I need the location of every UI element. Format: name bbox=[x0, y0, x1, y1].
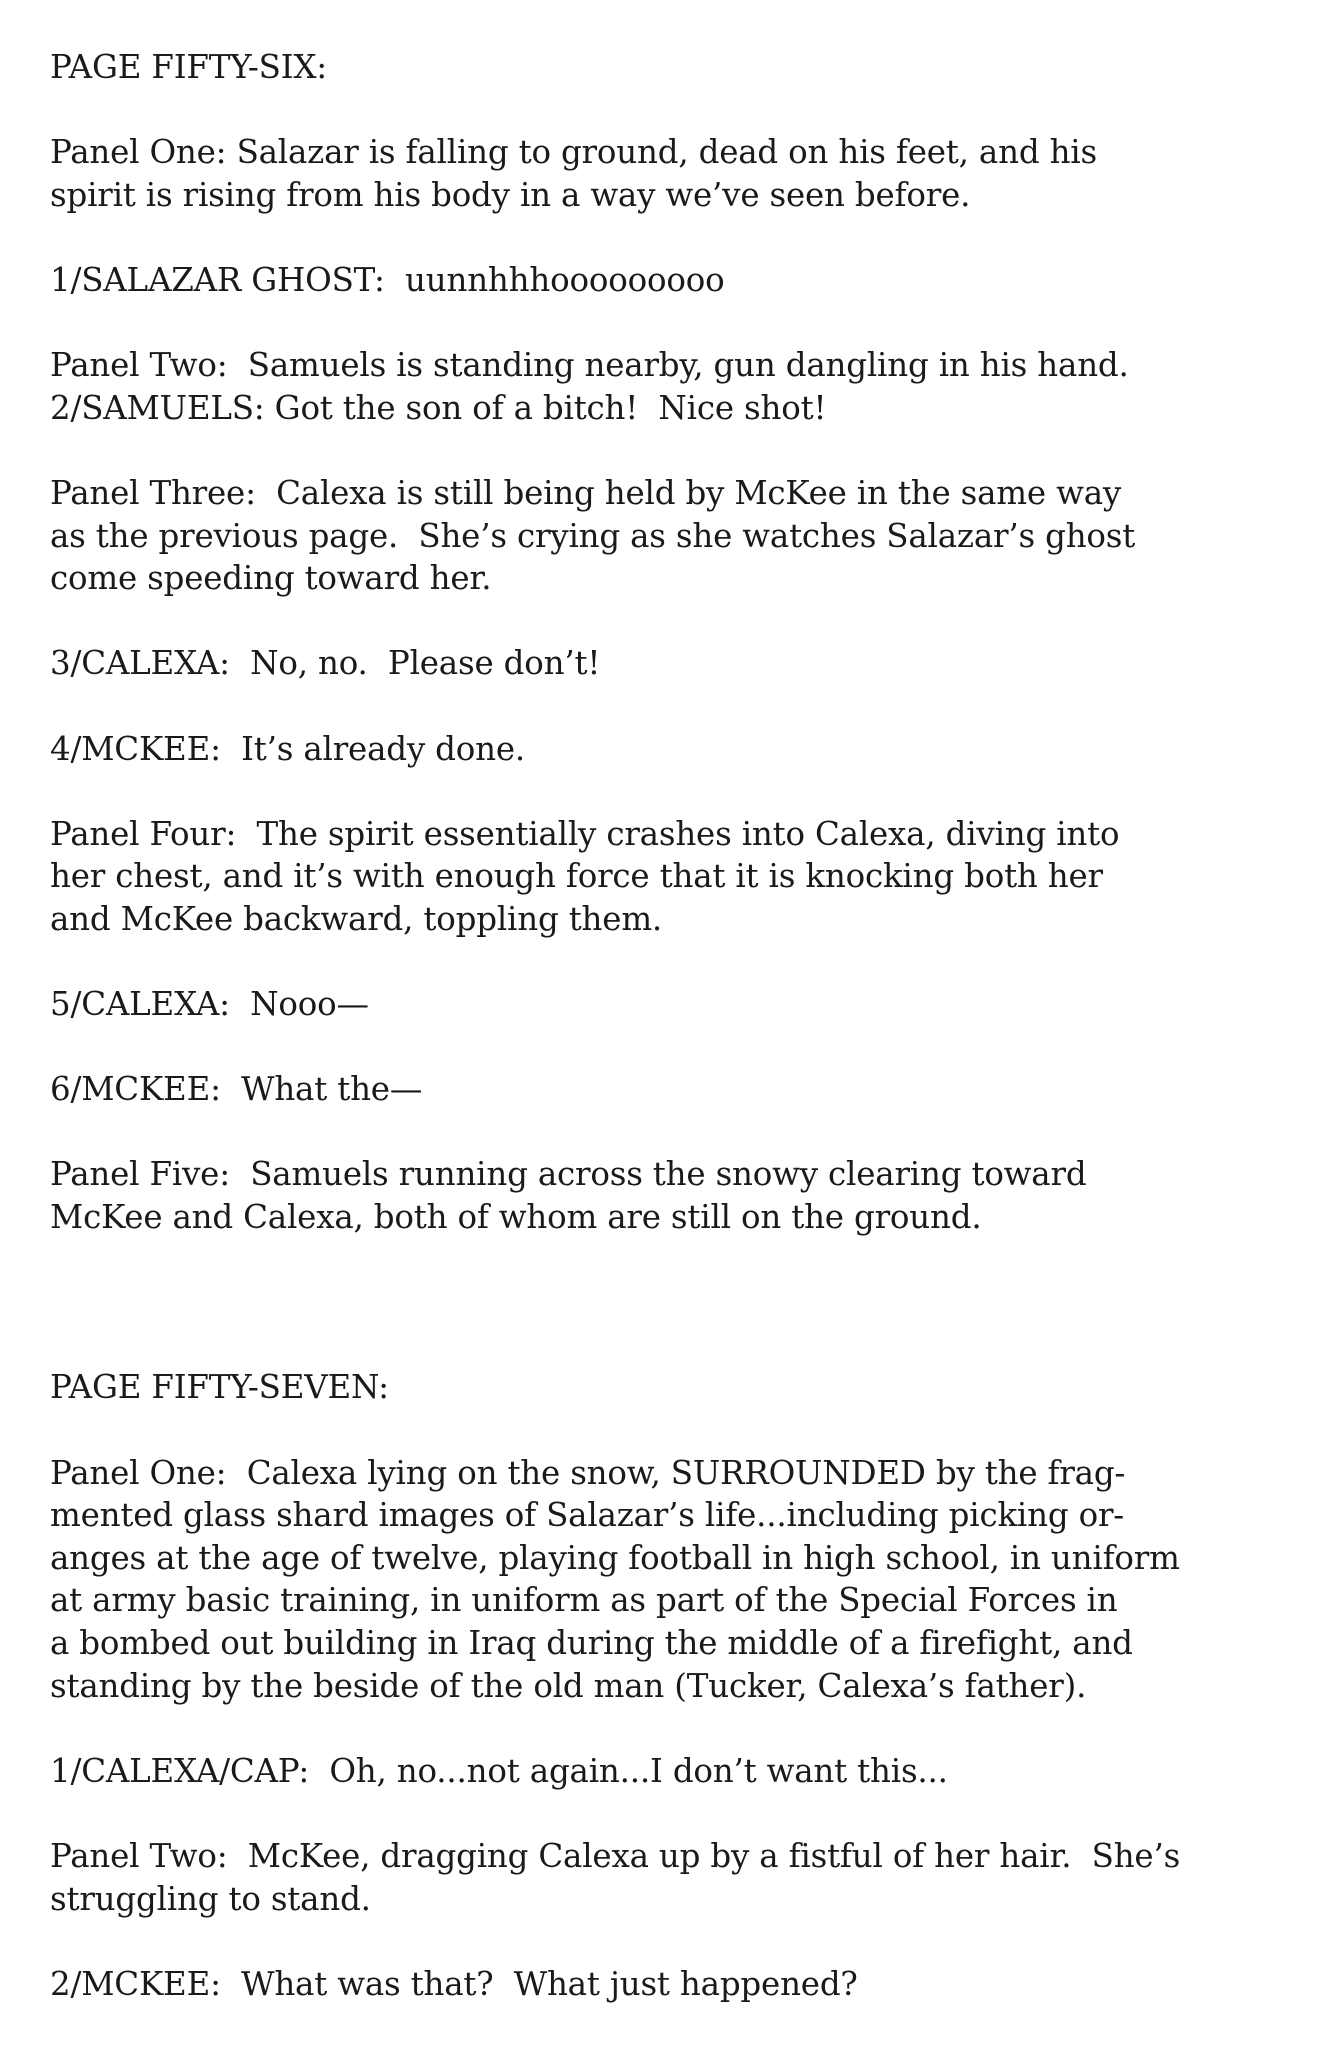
dialogue-mckee-2: 2/MCKEE: What was that? What just happened? bbox=[50, 1964, 858, 2003]
description-line: mented glass shard images of Salazar’s life...including picking or- bbox=[50, 1496, 1125, 1535]
description-line: Panel One: Calexa lying on the snow, SURROUNDED by the frag- bbox=[50, 1453, 1126, 1492]
description-line: and McKee backward, toppling them. bbox=[50, 899, 663, 938]
page-56-panel-5-description bbox=[50, 1153, 1290, 1238]
page-56-panel-2-description: Panel Two: Samuels is standing nearby, gun dangling in his hand. bbox=[50, 346, 1129, 385]
description-line: at army basic training, in uniform as part of the Special Forces in bbox=[50, 1581, 1118, 1620]
page-57-panel-2-description bbox=[50, 1835, 1290, 1920]
description-line: come speeding toward her. bbox=[50, 559, 492, 598]
dialogue-salazar-ghost: 1/SALAZAR GHOST: uunnhhhooooooooo bbox=[50, 260, 725, 299]
caption-calexa-1: 1/CALEXA/CAP: Oh, no...not again...I don’t want this... bbox=[50, 1751, 948, 1790]
dialogue-calexa-5: 5/CALEXA: Nooo— bbox=[50, 985, 369, 1024]
description-line: as the previous page. She’s crying as she watches Salazar’s ghost bbox=[50, 516, 1136, 555]
page-56-panel-1-description bbox=[50, 131, 1290, 216]
dialogue-calexa-3: 3/CALEXA: No, no. Please don’t! bbox=[50, 644, 601, 683]
description-line: McKee and Calexa, both of whom are still on the ground. bbox=[50, 1198, 982, 1237]
description-line: Panel One: Salazar is falling to ground, dead on his feet, and his bbox=[50, 133, 1097, 172]
page-56-heading: PAGE FIFTY-SIX: bbox=[50, 48, 328, 86]
description-line: spirit is rising from his body in a way we’ve seen before. bbox=[50, 175, 971, 214]
dialogue-mckee-4: 4/MCKEE: It’s already done. bbox=[50, 729, 526, 768]
description-line: a bombed out building in Iraq during the middle of a firefight, and bbox=[50, 1623, 1133, 1662]
description-line: Panel Five: Samuels running across the snowy clearing toward bbox=[50, 1155, 1087, 1194]
description-line: struggling to stand. bbox=[50, 1879, 371, 1918]
description-line: anges at the age of twelve, playing football in high school, in uniform bbox=[50, 1538, 1180, 1577]
description-line: her chest, and it’s with enough force that it is knocking both her bbox=[50, 857, 1103, 896]
description-line: Panel Two: McKee, dragging Calexa up by a fistful of her hair. She’s bbox=[50, 1836, 1181, 1875]
page-57-heading: PAGE FIFTY-SEVEN: bbox=[50, 1368, 389, 1407]
page-56-panel-4-description bbox=[50, 813, 1290, 941]
script-page bbox=[50, 46, 1290, 2005]
description-line: Panel Four: The spirit essentially crashes into Calexa, diving into bbox=[50, 814, 1120, 853]
description-line: Panel Three: Calexa is still being held by McKee in the same way bbox=[50, 473, 1122, 512]
dialogue-mckee-6: 6/MCKEE: What the— bbox=[50, 1070, 423, 1109]
page-57-panel-1-description bbox=[50, 1452, 1290, 1708]
page-56-panel-3-description bbox=[50, 472, 1290, 600]
description-line: standing by the beside of the old man (Tucker, Calexa’s father). bbox=[50, 1666, 1087, 1705]
dialogue-samuels: 2/SAMUELS: Got the son of a bitch! Nice shot! bbox=[50, 388, 827, 427]
